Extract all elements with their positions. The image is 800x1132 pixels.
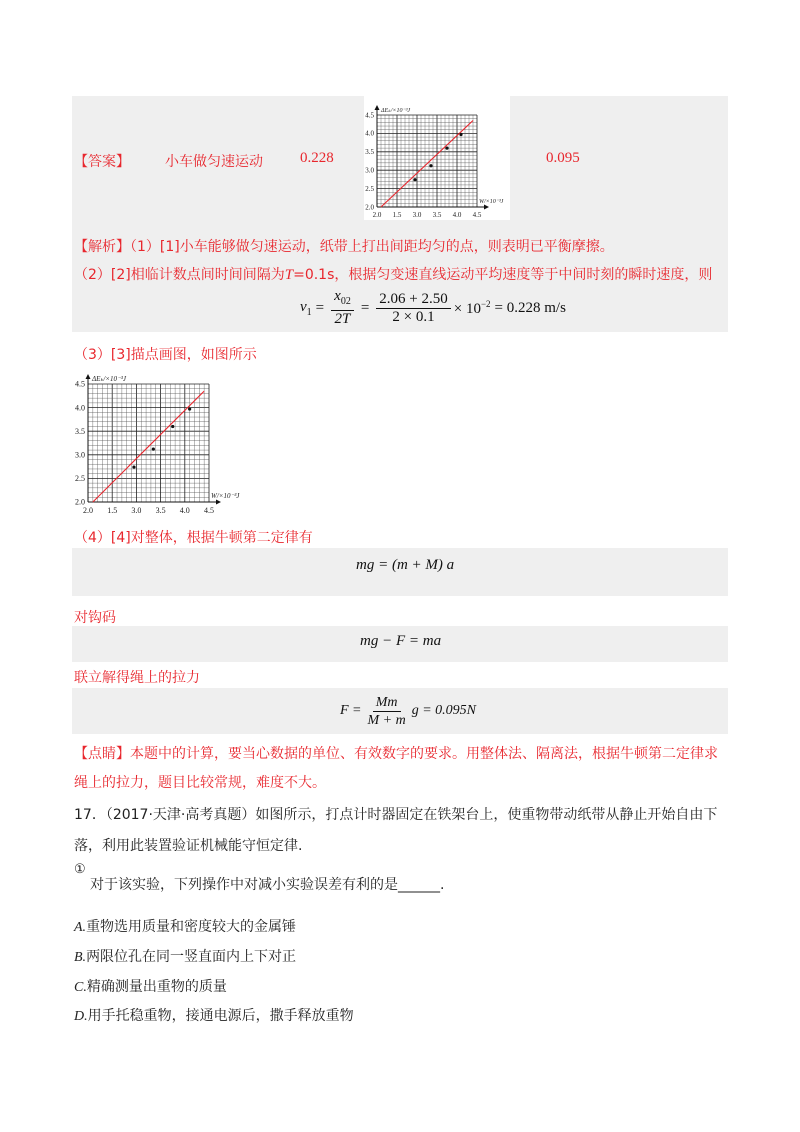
x-axis-label: W/×10⁻³J bbox=[211, 492, 240, 500]
data-point bbox=[429, 164, 432, 167]
comment-label: 【点睛】 bbox=[74, 746, 130, 762]
analysis-chart bbox=[72, 366, 264, 518]
y-tick-label: 2.5 bbox=[75, 474, 85, 484]
analysis-p4: （4）[4]对整体，根据牛顿第二定律有 bbox=[74, 530, 313, 546]
x-axis-label: W/×10⁻³J bbox=[479, 199, 504, 205]
data-point bbox=[413, 178, 416, 181]
answer-chart bbox=[364, 96, 510, 220]
x-tick-label: 3.0 bbox=[412, 211, 422, 219]
analysis-label: 【解析】 bbox=[74, 239, 130, 255]
y-axis-label: ΔEₖ/×10⁻³J bbox=[92, 375, 126, 383]
equation-v1: $v_1$ = $\frac{x_{02}}{2T}$ = $\frac{2.06 + 2.50}{2 \times 0.1}$ × $10^{-2}$ = 0.228 m/s bbox=[300, 288, 566, 327]
data-point bbox=[188, 407, 191, 410]
x-tick-label: 4.0 bbox=[179, 506, 190, 515]
x-tick-label: 3.0 bbox=[131, 506, 142, 515]
y-tick-label: 2.0 bbox=[365, 203, 374, 212]
q17-option-b: B.两限位孔在同一竖直面内上下对正 bbox=[74, 949, 297, 965]
y-tick-label: 3.5 bbox=[75, 426, 85, 436]
eq-v1-result: = 0.228 m/s bbox=[494, 299, 566, 316]
comment-line-1 bbox=[74, 743, 718, 763]
q17-sub-marker: ① bbox=[74, 862, 86, 877]
q17-sub-text: 对于该实验，下列操作中对减小实验误差有利的是______. bbox=[90, 877, 445, 893]
analysis-line-2 bbox=[74, 264, 712, 284]
y-axis-label: ΔEₖ/×10⁻³J bbox=[381, 108, 411, 114]
x-tick-label: 4.0 bbox=[452, 211, 462, 219]
data-point bbox=[171, 425, 174, 428]
y-tick-label: 4.5 bbox=[365, 111, 374, 120]
equation-whole: mg = (m + M) a bbox=[356, 557, 455, 573]
analysis-p6: 联立解得绳上的拉力 bbox=[74, 670, 200, 686]
answer-label: 【答案】 bbox=[74, 154, 130, 170]
y-axis-arrow bbox=[86, 374, 91, 379]
y-tick-label: 3.0 bbox=[75, 450, 85, 460]
analysis-p2-T: T bbox=[284, 267, 294, 283]
x-axis-arrow bbox=[216, 500, 221, 505]
q17-option-a: A.重物选用质量和密度较大的金属锤 bbox=[74, 919, 297, 935]
eq-v1-frac-1: $\frac{x_{02}}{2T}$ bbox=[331, 288, 354, 328]
x-tick-label: 4.5 bbox=[472, 211, 482, 219]
q17-option-d: D.用手托稳重物，接通电源后，撒手释放重物 bbox=[74, 1008, 354, 1024]
x-tick-label: 3.5 bbox=[432, 211, 442, 219]
y-tick-label: 4.5 bbox=[75, 379, 85, 389]
answer-item-1: 小车做匀速运动 bbox=[165, 154, 263, 170]
data-point bbox=[152, 448, 155, 451]
y-tick-label: 4.0 bbox=[365, 129, 374, 138]
y-tick-label: 3.5 bbox=[365, 148, 374, 157]
x-tick-label: 2.0 bbox=[372, 211, 382, 219]
eq-v1-lhs: $v_1$ bbox=[300, 298, 312, 318]
x-tick-label: 1.5 bbox=[392, 211, 402, 219]
analysis-p5: 对钩码 bbox=[74, 610, 116, 626]
equation-hook: mg − F = ma bbox=[360, 633, 442, 649]
q17-option-c: C.精确测量出重物的质量 bbox=[74, 979, 227, 995]
y-tick-label: 2.0 bbox=[75, 497, 85, 507]
comment-text-1: 本题中的计算，要当心数据的单位、有效数字的要求。用整体法、隔离法，根据牛顿第二定律求 bbox=[130, 746, 718, 762]
comment-line-2: 绳上的拉力，题目比较常规，难度不大。 bbox=[74, 775, 326, 791]
y-axis-arrow bbox=[375, 105, 380, 110]
x-tick-label: 2.0 bbox=[83, 506, 93, 515]
data-point bbox=[132, 465, 135, 468]
x-tick-label: 3.5 bbox=[155, 506, 166, 515]
x-tick-label: 1.5 bbox=[107, 506, 118, 515]
x-tick-label: 4.5 bbox=[204, 506, 214, 515]
analysis-p3: （3）[3]描点画图，如图所示 bbox=[74, 347, 257, 363]
answer-item-2: 0.228 bbox=[300, 150, 334, 166]
x-axis-arrow bbox=[484, 205, 489, 210]
y-tick-label: 2.5 bbox=[365, 184, 374, 193]
analysis-p1: （1）[1]小车能够做匀速运动，纸带上打出间距均匀的点，则表明已平衡摩擦。 bbox=[130, 239, 614, 255]
equation-F: F = $\frac{Mm}{M + m}$ g = 0.095N bbox=[340, 694, 477, 728]
answer-item-4: 0.095 bbox=[546, 150, 580, 166]
analysis-line-1 bbox=[74, 236, 614, 256]
eq-v1-frac-2: $\frac{2.06 + 2.50}{2 \times 0.1}$ bbox=[376, 291, 450, 326]
q17-line-1: 17．（2017·天津·高考真题）如图所示，打点计时器固定在铁架台上，使重物带动纸带从静止开始自由下 bbox=[74, 807, 718, 823]
analysis-p2-post: =0.1s，根据匀变速直线运动平均速度等于中间时刻的瞬时速度，则 bbox=[293, 267, 713, 283]
data-point bbox=[459, 133, 462, 136]
analysis-p2-pre: （2）[2]相临计数点间时间间隔为 bbox=[74, 267, 285, 283]
data-point bbox=[445, 147, 448, 150]
eq-v1-tail: × $10^{-2}$ bbox=[453, 298, 491, 317]
y-tick-label: 4.0 bbox=[75, 403, 85, 413]
q17-line-2: 落，利用此装置验证机械能守恒定律. bbox=[74, 838, 303, 854]
y-tick-label: 3.0 bbox=[365, 166, 374, 175]
